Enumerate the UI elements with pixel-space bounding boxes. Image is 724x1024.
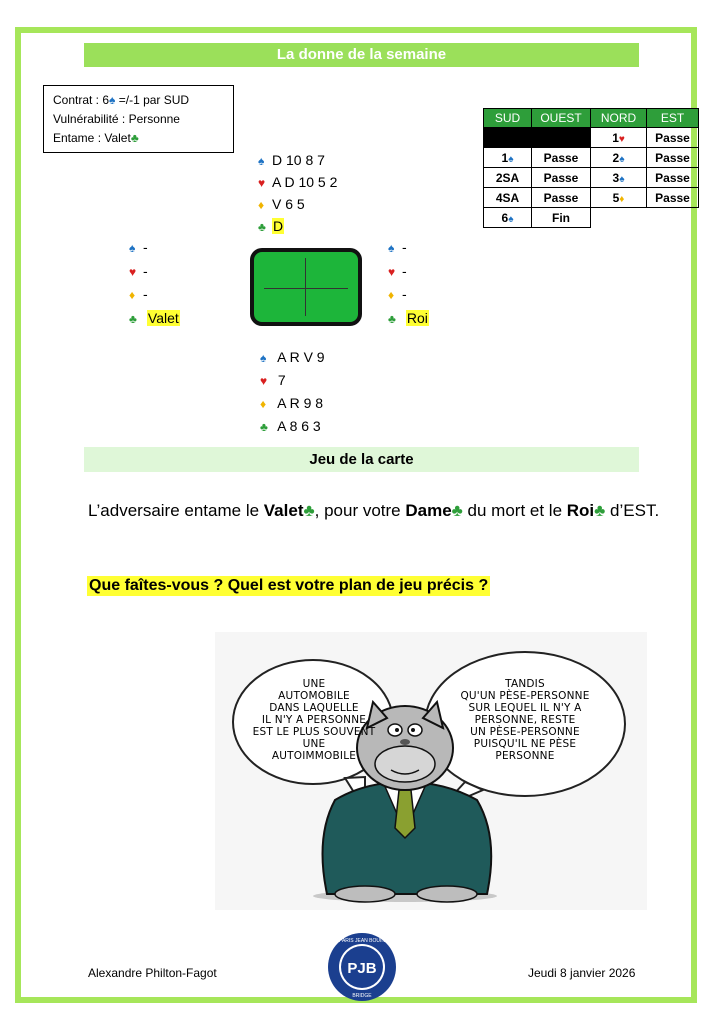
bid-cell [591, 168, 647, 188]
bid-text: 2 [612, 150, 620, 165]
bid-cell [532, 148, 591, 168]
text-segment: , pour votre [314, 501, 406, 520]
play-description [88, 498, 678, 523]
bubble-line: DANS LAQUELLE [269, 702, 359, 714]
bubble-line: EST LE PLUS SOUVENT [252, 726, 376, 738]
lead-line [53, 129, 224, 148]
spade-icon: ♠ [388, 241, 395, 255]
bubble-line: AUTOIMMOBILE [271, 750, 357, 762]
bid-text: 1 [501, 150, 509, 165]
bid-text: Passe [655, 150, 690, 165]
contract-value: =/-1 par SUD [115, 93, 190, 107]
cartoon-cat-icon [215, 632, 647, 910]
bridge-table [250, 248, 362, 326]
south-hand [260, 346, 325, 438]
west-diamonds: - [143, 286, 148, 302]
logo-ring-top: PARIS JEAN BOUIN [338, 938, 386, 944]
heart-icon: ♥ [388, 264, 396, 279]
bid-cell [484, 128, 532, 148]
club-icon: ♣ [260, 420, 268, 434]
bid-text: Fin [552, 210, 570, 225]
bidding-header-row [484, 109, 699, 128]
cartoon-illustration [215, 632, 647, 910]
bubble-line: UN PÈSE-PERSONNE [470, 726, 580, 738]
text-segment: L’adversaire entame le [88, 501, 264, 520]
bidding-header: NORD [591, 109, 647, 128]
logo-letters: PJB [347, 960, 377, 977]
card-valet: Valet [263, 501, 304, 520]
west-spades: - [143, 239, 148, 255]
bubble-line: TANDIS [505, 678, 545, 690]
spade-icon: ♠ [619, 153, 625, 165]
bidding-row [484, 188, 699, 208]
contract-line [53, 91, 224, 110]
bid-text: Passe [543, 150, 579, 165]
card-roi: Roi [566, 501, 595, 520]
bid-cell [532, 128, 591, 148]
spade-icon: ♠ [508, 153, 514, 165]
club-icon: ♣ [451, 501, 463, 520]
north-clubs: D [273, 218, 284, 234]
bid-text: 5 [612, 190, 620, 205]
heart-icon: ♥ [129, 264, 137, 279]
left-speech-bubble [239, 678, 389, 762]
north-diamonds: V 6 5 [272, 196, 305, 212]
club-icon: ♣ [388, 311, 396, 326]
bidding-header: SUD [484, 109, 532, 128]
bubble-line: QU'UN PÈSE-PERSONNE [460, 690, 590, 702]
bubble-line: IL N'Y A PERSONNE [261, 714, 367, 726]
bid-cell [532, 208, 591, 228]
bidding-body [484, 128, 699, 228]
north-spades: D 10 8 7 [272, 152, 325, 168]
bubble-line: AUTOMOBILE [278, 690, 350, 702]
contract-label: Contrat : 6 [53, 93, 110, 107]
author-name: Alexandre Philton-Fagot [88, 966, 217, 980]
bid-text: Passe [655, 130, 690, 145]
bubble-line: PERSONNE [495, 750, 555, 762]
bid-text: Passe [543, 190, 579, 205]
bidding-row [484, 208, 699, 228]
bid-cell [591, 188, 647, 208]
card-dame: Dame [405, 501, 452, 520]
right-speech-bubble [437, 678, 613, 762]
club-icon: ♣ [130, 131, 139, 145]
footer-date: Jeudi 8 janvier 2026 [528, 966, 636, 980]
south-clubs: A 8 6 3 [277, 418, 321, 434]
bid-text: 2SA [495, 170, 520, 185]
bidding-table [483, 108, 699, 228]
bid-text: Passe [655, 190, 690, 205]
bid-text: 6 [501, 210, 509, 225]
diamond-icon: ♦ [258, 198, 265, 212]
bid-cell [484, 188, 532, 208]
bid-cell [484, 208, 532, 228]
north-hand [258, 150, 337, 238]
club-icon: ♣ [258, 220, 266, 234]
spade-icon: ♠ [109, 93, 116, 107]
heart-icon: ♥ [260, 374, 268, 388]
club-logo-icon [327, 932, 397, 1002]
page-title: La donne de la semaine [84, 43, 639, 67]
diamond-icon: ♦ [260, 397, 267, 411]
logo-ring-bottom: BRIDGE [352, 993, 372, 999]
east-diamonds: - [402, 286, 407, 302]
lead-label: Entame : Valet [53, 131, 131, 145]
bidding-row [484, 148, 699, 168]
bid-text: Passe [543, 170, 579, 185]
bid-text: 3 [612, 170, 620, 185]
south-spades: A R V 9 [277, 349, 325, 365]
table-divider-vertical [305, 258, 306, 316]
bid-text: Passe [655, 170, 690, 185]
spade-icon: ♠ [619, 173, 625, 185]
vulnerability-line: Vulnérabilité : Personne [53, 112, 180, 126]
bubble-line: PERSONNE, RESTE [474, 714, 576, 726]
west-clubs: Valet [147, 309, 179, 326]
south-diamonds: A R 9 8 [277, 395, 324, 411]
bid-cell [532, 188, 591, 208]
question: Que faîtes-vous ? Quel est votre plan de jeu précis ? [89, 577, 489, 594]
heart-icon: ♥ [258, 176, 266, 190]
bid-cell [484, 168, 532, 188]
table-divider-horizontal [264, 288, 348, 289]
bid-cell [484, 148, 532, 168]
east-hand [388, 236, 429, 330]
spade-icon: ♠ [129, 241, 136, 255]
diamond-icon: ♦ [129, 288, 136, 302]
text-segment: du mort et le [462, 501, 567, 520]
bubble-line: UNE [302, 738, 326, 750]
bid-text: 4SA [495, 190, 520, 205]
bubble-line: UNE [302, 678, 326, 690]
bidding-header: OUEST [532, 109, 591, 128]
spade-icon: ♠ [508, 213, 514, 225]
diamond-icon: ♦ [619, 193, 625, 205]
club-icon: ♣ [594, 501, 606, 520]
bidding-header: EST [647, 109, 699, 128]
bid-text: 1 [612, 130, 619, 145]
bidding-row [484, 168, 699, 188]
west-hand [129, 236, 180, 330]
east-spades: - [402, 239, 407, 255]
bidding-row [484, 128, 699, 148]
contract-box [43, 85, 234, 153]
spade-icon: ♠ [258, 154, 265, 168]
west-hearts: - [143, 262, 148, 279]
bid-cell [532, 168, 591, 188]
bid-cell [647, 128, 699, 148]
diamond-icon: ♦ [388, 288, 395, 302]
bid-cell [647, 168, 699, 188]
south-hearts: 7 [277, 372, 286, 388]
club-icon: ♣ [303, 501, 315, 520]
bid-cell [591, 128, 647, 148]
bubble-line: SUR LEQUEL IL N'Y A [468, 702, 582, 714]
bid-cell [591, 148, 647, 168]
text-segment: d’EST. [605, 501, 660, 520]
east-clubs: Roi [406, 309, 428, 326]
bid-cell [647, 148, 699, 168]
section-title: Jeu de la carte [84, 447, 639, 472]
bid-cell [647, 188, 699, 208]
heart-icon: ♥ [618, 133, 625, 145]
east-hearts: - [402, 262, 407, 279]
north-hearts: A D 10 5 2 [272, 174, 338, 190]
club-icon: ♣ [129, 311, 137, 326]
bubble-line: PUISQU'IL NE PÈSE [473, 738, 577, 750]
spade-icon: ♠ [260, 351, 267, 365]
